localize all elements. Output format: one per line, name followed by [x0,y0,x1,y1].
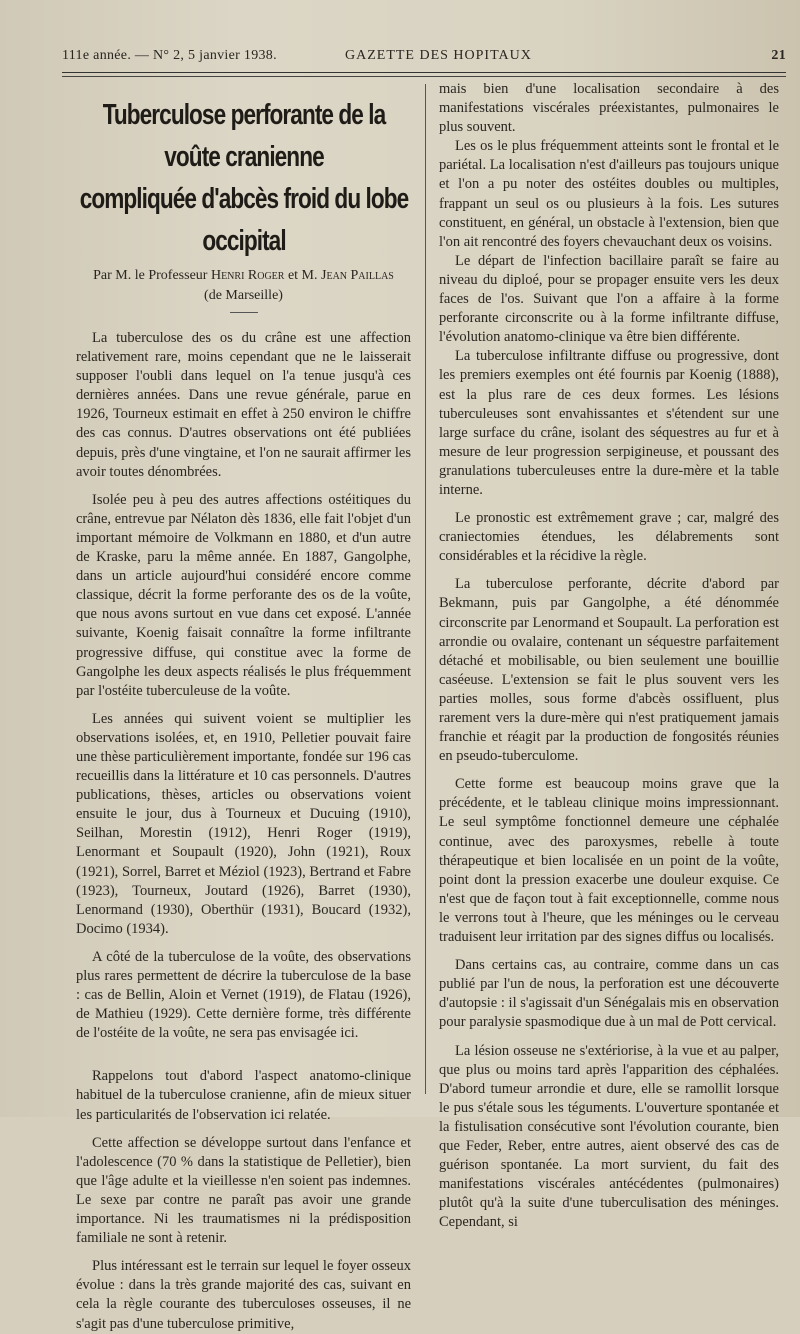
left-column [76,88,411,1334]
paragraph: La tuberculose des os du crâne est une affection relativement rare, moins cependant que ne le laisserait supposer l'oubli dans lequel on l'a tenue jusqu'à ces dernières années. Dans une revue générale, parue en 1926, Tourneux estimait en effet à 250 environ le chiffre des cas connus. D'autres observations ont été publiées depuis, près d'une vingtaine, et l'on ne saurait affirmer les avoir toutes dénombrées. [76,330,411,480]
affiliation: (de Marseille) [204,288,283,303]
issue-info: 111e année. — N° 2, 5 janvier 1938. [62,48,277,63]
author-1: Henri Roger [210,268,285,283]
paragraph: Isolée peu à peu des autres affections ostéitiques du crâne, entrevue par Nélaton dès 1836, elle fait l'objet d'un important mémoire de Volkmann en 1880, et d'un autre de Kraske, paru la même année. En 1887, Gangolphe, dans un article aujourd'hui considéré encore comme classique, décrit la forme perforante des os de la voûte, que nous avons surtout en vue dans cet exposé. L'année suivante, Koenig faisait connaître la forme infiltrante progressive diffuse, qui constitue avec la forme de Gangolphe les deux aspects réalisés le plus fréquemment par l'ostéite tuberculeuse de la voûte. [76,491,411,699]
paragraph: Cette forme est beaucoup moins grave que la précédente, et le tableau clinique moins impressionnant. Le seul symptôme fonctionnel demeure une céphalée continue, avec des paroxysmes, rebelle à toute thérapeutique et bien localisée en un point de la voûte, point dont la pression exacerbe une douleur exquise. Ce n'est que de façon tout à fait exceptionnelle, comme nous le verrons tout à l'heure, que les méninges ou le cerveau traduisent leur irritation par des signes diffus ou localisés. [439,776,779,946]
byline-et: et M. [287,268,318,283]
paragraph: Cette affection se développe surtout dans l'enfance et l'adolescence (70 % dans la statistique de Pelletier), bien que l'âge adulte et la vieillesse n'en soient pas indemnes. Le sexe par contre ne paraît pas avoir une grande importance. Ni les traumatismes ni la prédisposition familiale ne sont à retenir. [76,1134,411,1247]
paragraph: La tuberculose infiltrante diffuse ou progressive, dont les premiers exemples ont été fournis par Koenig (1888), est la plus rare de ces deux formes. Les lésions tuberculeuses sont envahissantes et s'étendent sur une large surface du crâne, isolant des séquestres au fur et à mesure de leur progression serpigineuse, et poussant des granulations tuberculeuses entre la dure-mère et la table interne. [439,348,779,498]
paragraph: Dans certains cas, au contraire, comme dans un cas publié par l'un de nous, la perforation est une découverte d'autopsie : il s'agissait d'un Sénégalais mis en observation pour paralysie spasmodique due à un mal de Pott cervical. [439,957,779,1031]
right-column [439,80,779,1232]
article-title [76,94,411,262]
paragraph: A côté de la tuberculose de la voûte, des observations plus rares permettent de décrire la tuberculose de la base : cas de Bellin, Aloin et Vernet (1919), de Flatau (1926), de Mathieu (1929). Cette dernière forme, très différente de l'ostéite de la voûte, ne sera pas envisagée ici. [76,948,411,1042]
article-title-line-2: compliquée d'abcès froid du lobe occipital [79,183,409,257]
paragraph: Le départ de l'infection bacillaire paraît se faire au niveau du diploé, pour se propager ensuite vers les deux faces de l'os. Suivant que l'on a affaire à la forme perforante circonscrite ou à la forme infiltrante diffuse, l'évolution anatomo-clinique va être bien différente. [439,252,779,346]
page-number: 21 [771,48,786,63]
author-2: Jean Paillas [321,268,394,283]
article-title-line-1: Tuberculose perforante de la voûte cranienne [102,99,386,173]
paragraph: Les os le plus fréquemment atteints sont le frontal et le pariétal. La localisation n'est d'ailleurs pas toujours unique et l'on a pu noter des ostéites doubles ou multiples, frappant un seul os ou plusieurs à la fois. Les sutures constituent, en général, un obstacle à l'extension, bien que l'on ait rencontré des foyers chevauchant deux os voisins. [439,138,779,250]
paragraph: La lésion osseuse ne s'extériorise, à la vue et au palper, que plus ou moins tard après l'apparition des céphalées. D'abord tumeur arrondie et dure, elle se ramollit lorsque le pus s'étale sous les téguments. L'ouverture spontanée et la fistulisation consécutive sont l'évolution courante, bien que Feder, Reber, entre autres, aient observé des cas de guérison spontanée. La mort survient, du fait des manifestations viscérales antécédentes (pulmonaires) plutôt qu'à la suite d'une tuberculisation des méninges. Cependant, si [439,1042,779,1231]
running-header [62,48,786,70]
header-rule-thin [62,76,786,77]
byline-par: Par M. le Professeur [93,268,208,283]
paragraph: Plus intéressant est le terrain sur lequel le foyer osseux évolue : dans la très grande majorité des cas, suivant en cela la règle courante des tuberculoses osseuses, il ne s'agit pas d'une tuberculose primitive, [76,1258,411,1332]
paragraph: Le pronostic est extrêmement grave ; car, malgré des craniectomies étendues, les délabrements sont considérables et la récidive la règle. [439,510,779,565]
column-separator [425,84,426,1094]
paragraph: Rappelons tout d'abord l'aspect anatomo-clinique habituel de la tuberculose cranienne, afin de mieux situer les particularités de l'observation ici relatée. [76,1068,411,1123]
journal-name: GAZETTE DES HOPITAUX [345,48,532,63]
paragraph: mais bien d'une localisation secondaire à des manifestations viscérales préexistantes, pulmonaires le plus souvent. [439,81,779,136]
header-rule [62,72,786,73]
byline [76,266,411,306]
title-divider [230,312,258,313]
paragraph: La tuberculose perforante, décrite d'abord par Bekmann, puis par Gangolphe, a été dénommée circonscrite par Lenormand et Soupault. La perforation est arrondie ou ovalaire, contenant un séquestre parfaitement détaché et mobilisable, ou bien seulement une bouillie caséeuse. L'extension se fait le plus souvent vers les parties molles, sous forme d'abcès ossifluent, plus rarement vers la dure-mère qui n'est pratiquement jamais franchie et réagit par la production de fongosités réunies en pseudo-tuberculome. [439,576,779,765]
paragraph: Les années qui suivent voient se multiplier les observations isolées, et, en 1910, Pelletier pouvait faire une thèse particulièrement importante, fondée sur 196 cas recueillis dans la littérature et 10 cas personnels. D'autres publications, thèses, articles ou observations voient ensuite le jour, dus à Tourneux et Ducuing (1910), Seilhan, Morestin (1912), Henri Roger (1919), Lenormant et Soupault (1920), John (1921), Roux (1921), Sorrel, Barret et Méziol (1923), Bertrand et Fabre (1923), Tourneux, Joutard (1926), Barret (1930), Lenormand (1930), Oberthür (1931), Boucard (1932), Docimo (1934). [76,710,411,937]
